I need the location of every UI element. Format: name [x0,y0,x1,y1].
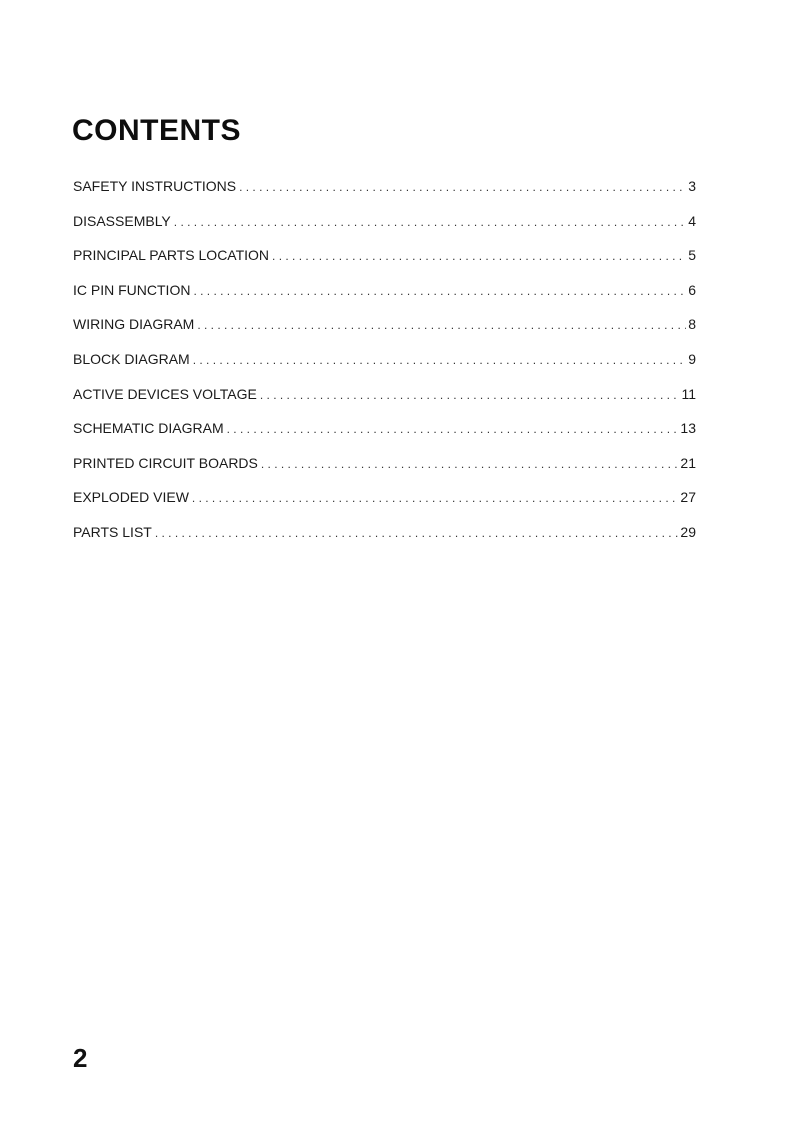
page-number: 2 [73,1043,88,1073]
dot-leader [239,180,686,194]
toc-entry-safety-instructions[interactable] [73,178,696,213]
dot-leader [193,353,687,367]
toc-entry-disassembly[interactable] [73,213,696,248]
dot-leader [261,457,679,471]
toc-entry-page: 27 [680,489,696,506]
toc-entry-page: 9 [688,350,696,367]
toc-entry-label: BLOCK DIAGRAM [73,350,190,367]
toc-entry-label: SCHEMATIC DIAGRAM [73,420,224,437]
toc-entry-page: 3 [688,178,696,194]
table-of-contents [73,178,696,559]
toc-entry-page: 29 [680,523,696,540]
toc-entry-page: 4 [688,212,696,229]
toc-entry-exploded-view[interactable] [73,489,696,524]
toc-entry-block-diagram[interactable] [73,351,696,386]
toc-entry-page: 6 [688,281,696,298]
dot-leader [155,526,679,540]
toc-entry-label: PRINTED CIRCUIT BOARDS [73,454,258,471]
toc-entry-principal-parts-location[interactable] [73,247,696,282]
toc-entry-label: PARTS LIST [73,523,152,540]
toc-entry-label: SAFETY INSTRUCTIONS [73,178,237,194]
toc-entry-page: 8 [688,316,696,333]
toc-entry-page: 5 [688,247,696,264]
toc-entry-label: IC PIN FUNCTION [73,281,191,298]
toc-entry-printed-circuit-boards[interactable] [73,455,696,490]
dot-leader [272,249,686,263]
toc-entry-label: PRINCIPAL PARTS LOCATION [73,247,270,264]
dot-leader [197,318,686,332]
dot-leader [260,388,680,402]
dot-leader [174,215,686,229]
dot-leader [227,422,679,436]
toc-entry-page: 11 [681,385,696,402]
toc-entry-page: 13 [680,420,696,437]
toc-entry-label: DISASSEMBLY [73,212,171,229]
toc-entry-active-devices-voltage[interactable] [73,386,696,421]
toc-entry-wiring-diagram[interactable] [73,316,696,351]
toc-entry-label: WIRING DIAGRAM [73,316,195,333]
toc-entry-parts-list[interactable] [73,524,696,559]
toc-entry-ic-pin-function[interactable] [73,282,696,317]
dot-leader [193,284,686,298]
toc-entry-label: EXPLODED VIEW [73,489,189,506]
dot-leader [192,491,679,505]
toc-entry-schematic-diagram[interactable] [73,420,696,455]
page-title: CONTENTS [72,114,241,147]
toc-entry-page: 21 [680,454,696,471]
toc-entry-label: ACTIVE DEVICES VOLTAGE [73,385,257,402]
